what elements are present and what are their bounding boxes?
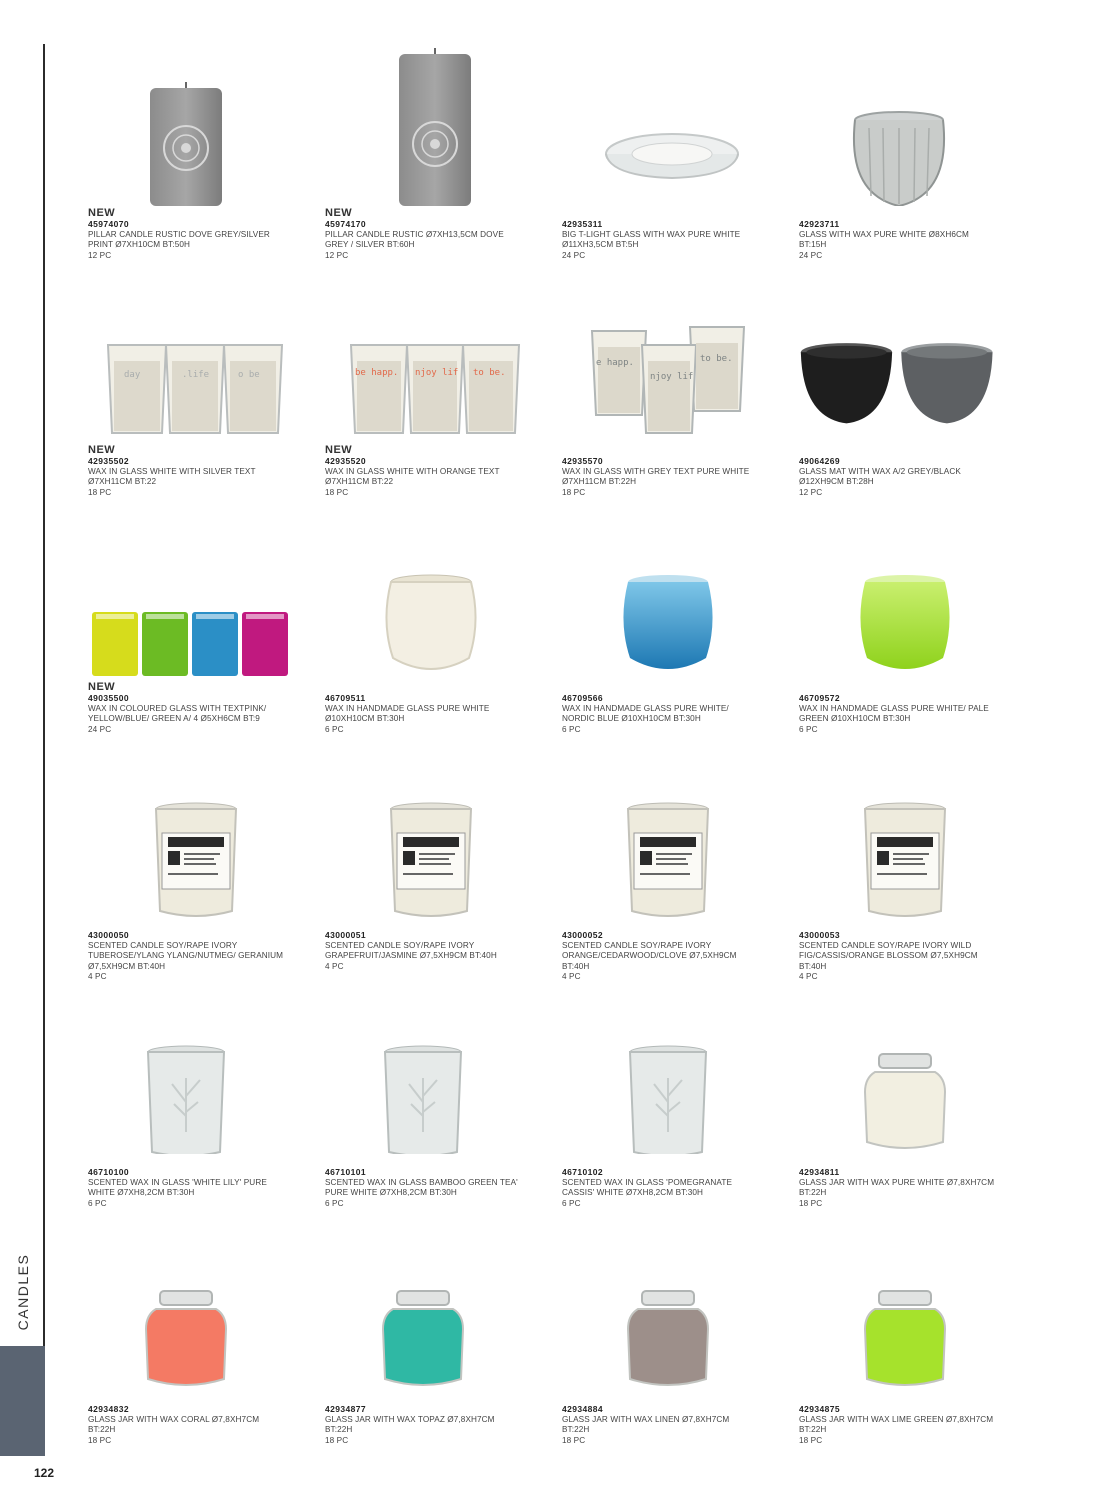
product-sku: 42934875 (799, 1404, 841, 1414)
product-caption (562, 456, 758, 498)
product-caption (88, 1167, 284, 1209)
product-description: WAX IN COLOURED GLASS WITH TEXTPINK/ YELLOW/BLUE/ GREEN A/ 4 Ø5XH6CM BT:9 (88, 703, 267, 723)
product-image (88, 1229, 298, 1391)
product-caption (88, 444, 284, 498)
product-sku: 43000052 (562, 930, 604, 940)
product-row (88, 281, 1038, 518)
product-sku: 42935570 (562, 456, 604, 466)
product-cell (88, 281, 308, 518)
product-quantity: 6 PC (88, 1198, 107, 1208)
svg-text:e happ.: e happ. (596, 358, 634, 368)
page-number: 122 (34, 1466, 55, 1480)
product-caption (325, 930, 521, 972)
product-caption (88, 1404, 284, 1446)
product-image (325, 992, 535, 1154)
product-description: SCENTED CANDLE SOY/RAPE IVORY ORANGE/CEDARWOOD/CLOVE Ø7,5XH9CM BT:40H (562, 940, 737, 971)
product-cell (562, 44, 782, 281)
product-cell (88, 518, 308, 755)
product-sku: 42934877 (325, 1404, 367, 1414)
product-description: WAX IN GLASS WHITE WITH SILVER TEXT Ø7XH11CM BT:22 (88, 466, 256, 486)
product-quantity: 12 PC (325, 250, 349, 260)
product-description: SCENTED CANDLE SOY/RAPE IVORY TUBEROSE/YLANG YLANG/NUTMEG/ GERANIUM Ø7,5XH9CM BT:40H (88, 940, 284, 971)
product-caption (325, 444, 521, 498)
product-description: GLASS WITH WAX PURE WHITE Ø8XH6CM BT:15H (799, 229, 969, 249)
new-badge: NEW (88, 681, 116, 693)
svg-text:njoy lif: njoy lif (650, 372, 694, 382)
product-image (562, 755, 772, 917)
product-sku: 42934832 (88, 1404, 130, 1414)
product-caption (88, 207, 284, 261)
product-caption (799, 1404, 995, 1446)
product-image (562, 1229, 772, 1391)
product-description: GLASS JAR WITH WAX TOPAZ Ø7,8XH7CM BT:22H (325, 1414, 495, 1434)
product-cell (88, 755, 308, 992)
product-image (799, 1229, 1009, 1391)
svg-text:njoy lif: njoy lif (415, 368, 459, 378)
product-quantity: 18 PC (562, 1435, 586, 1445)
product-caption (88, 930, 284, 983)
product-description: PILLAR CANDLE RUSTIC DOVE GREY/SILVER PRINT Ø7XH10CM BT:50H (88, 229, 270, 249)
product-cell (88, 44, 308, 281)
product-sku: 43000050 (88, 930, 130, 940)
product-cell (325, 44, 545, 281)
product-cell (562, 755, 782, 992)
margin-rule (43, 44, 45, 1346)
product-image (562, 992, 772, 1154)
product-cell (562, 518, 782, 755)
product-cell (562, 1229, 782, 1466)
new-badge: NEW (88, 444, 116, 456)
product-quantity: 6 PC (325, 1198, 344, 1208)
product-image (799, 281, 1009, 443)
product-image (325, 755, 535, 917)
product-cell (799, 518, 1019, 755)
product-description: BIG T-LIGHT GLASS WITH WAX PURE WHITE Ø11XH3,5CM BT:5H (562, 229, 741, 249)
product-caption (325, 207, 521, 261)
product-description: WAX IN HANDMADE GLASS PURE WHITE/ NORDIC BLUE Ø10XH10CM BT:30H (562, 703, 729, 723)
product-cell (799, 992, 1019, 1229)
product-grid (88, 44, 1038, 1466)
product-image (88, 992, 298, 1154)
product-image (799, 755, 1009, 917)
product-quantity: 4 PC (325, 961, 344, 971)
product-image (799, 992, 1009, 1154)
product-sku: 45974170 (325, 219, 367, 229)
product-quantity: 18 PC (799, 1198, 823, 1208)
product-image (88, 281, 298, 443)
product-sku: 45974070 (88, 219, 130, 229)
svg-text:.life: .life (182, 370, 210, 380)
product-sku: 42934811 (799, 1167, 840, 1177)
product-caption (799, 456, 995, 498)
product-description: GLASS JAR WITH WAX PURE WHITE Ø7,8XH7CM BT:22H (799, 1177, 995, 1197)
product-quantity: 6 PC (562, 724, 581, 734)
product-quantity: 4 PC (799, 972, 818, 981)
product-image (88, 755, 298, 917)
product-description: GLASS MAT WITH WAX A/2 GREY/BLACK Ø12XH9CM BT:28H (799, 466, 961, 486)
product-row (88, 518, 1038, 755)
product-description: SCENTED WAX IN GLASS BAMBOO GREEN TEA' PURE WHITE Ø7XH8,2CM BT:30H (325, 1177, 518, 1197)
product-caption (325, 1167, 521, 1209)
product-sku: 46709566 (562, 693, 604, 703)
product-image (325, 44, 535, 206)
product-sku: 46710101 (325, 1167, 367, 1177)
product-description: SCENTED CANDLE SOY/RAPE IVORY GRAPEFRUIT/JASMINE Ø7,5XH9CM BT:40H (325, 940, 497, 960)
product-quantity: 24 PC (562, 250, 586, 260)
product-description: GLASS JAR WITH WAX CORAL Ø7,8XH7CM BT:22H (88, 1414, 260, 1434)
new-badge: NEW (325, 444, 353, 456)
section-label: CANDLES (14, 1253, 31, 1331)
product-quantity: 18 PC (325, 487, 349, 497)
product-cell (799, 281, 1019, 518)
product-image (562, 281, 772, 443)
product-image (799, 44, 1009, 206)
svg-text:to be.: to be. (700, 354, 733, 364)
product-sku: 49064269 (799, 456, 841, 466)
product-cell (325, 755, 545, 992)
product-sku: 42935311 (562, 219, 603, 229)
product-sku: 46710100 (88, 1167, 130, 1177)
product-image (799, 518, 1009, 680)
product-caption (325, 693, 521, 735)
product-image (325, 1229, 535, 1391)
product-row (88, 44, 1038, 281)
product-sku: 46709511 (325, 693, 366, 703)
product-sku: 46709572 (799, 693, 841, 703)
product-sku: 42935520 (325, 456, 367, 466)
product-image (562, 518, 772, 680)
product-row (88, 992, 1038, 1229)
product-caption (799, 930, 995, 983)
section-tab (0, 1346, 45, 1456)
product-caption (799, 219, 995, 261)
product-sku: 43000051 (325, 930, 367, 940)
product-cell (88, 1229, 308, 1466)
product-caption (562, 930, 758, 983)
product-cell (799, 1229, 1019, 1466)
product-description: WAX IN HANDMADE GLASS PURE WHITE/ PALE GREEN Ø10XH10CM BT:30H (799, 703, 989, 723)
product-caption (562, 693, 758, 735)
product-caption (562, 1167, 758, 1209)
product-quantity: 18 PC (325, 1435, 349, 1445)
product-quantity: 24 PC (88, 724, 112, 734)
product-caption (799, 1167, 995, 1209)
product-quantity: 18 PC (799, 1435, 823, 1445)
product-sku: 42934884 (562, 1404, 604, 1414)
product-image (88, 518, 298, 680)
product-description: SCENTED WAX IN GLASS 'WHITE LILY' PURE WHITE Ø7XH8,2CM BT:30H (88, 1177, 267, 1197)
product-sku: 42935502 (88, 456, 130, 466)
product-sku: 49035500 (88, 693, 130, 703)
product-cell (325, 281, 545, 518)
svg-text:to be.: to be. (473, 368, 506, 378)
product-cell (325, 518, 545, 755)
product-sku: 46710102 (562, 1167, 604, 1177)
product-row (88, 755, 1038, 992)
product-sku: 43000053 (799, 930, 841, 940)
product-quantity: 18 PC (562, 487, 586, 497)
product-caption (325, 1404, 521, 1446)
product-cell (562, 992, 782, 1229)
product-description: GLASS JAR WITH WAX LIME GREEN Ø7,8XH7CM BT:22H (799, 1414, 994, 1434)
product-image (325, 518, 535, 680)
product-quantity: 6 PC (325, 724, 344, 734)
product-description: SCENTED CANDLE SOY/RAPE IVORY WILD FIG/CASSIS/ORANGE BLOSSOM Ø7,5XH9CM BT:40H (799, 940, 978, 971)
product-cell (325, 1229, 545, 1466)
product-image (88, 44, 298, 206)
product-quantity: 18 PC (88, 1435, 112, 1445)
product-image (562, 44, 772, 206)
product-cell (799, 44, 1019, 281)
product-quantity: 12 PC (799, 487, 823, 497)
product-description: GLASS JAR WITH WAX LINEN Ø7,8XH7CM BT:22H (562, 1414, 730, 1434)
product-caption (799, 693, 995, 735)
product-quantity: 12 PC (88, 250, 112, 260)
product-description: WAX IN GLASS WHITE WITH ORANGE TEXT Ø7XH11CM BT:22 (325, 466, 500, 486)
product-quantity: 24 PC (799, 250, 823, 260)
product-caption (562, 219, 758, 261)
product-quantity: 4 PC (88, 972, 107, 981)
product-quantity: 6 PC (562, 1198, 581, 1208)
product-caption (562, 1404, 758, 1446)
product-quantity: 6 PC (799, 724, 818, 734)
product-cell (562, 281, 782, 518)
product-row (88, 1229, 1038, 1466)
product-cell (325, 992, 545, 1229)
product-description: PILLAR CANDLE RUSTIC Ø7XH13,5CM DOVE GREY / SILVER BT:60H (325, 229, 504, 249)
product-sku: 42923711 (799, 219, 840, 229)
product-caption (88, 681, 284, 735)
svg-text:o be: o be (238, 370, 260, 380)
svg-text:day: day (124, 370, 141, 380)
product-cell (88, 992, 308, 1229)
svg-text:be happ.: be happ. (355, 368, 399, 378)
new-badge: NEW (88, 207, 116, 219)
product-quantity: 4 PC (562, 972, 581, 981)
product-image (325, 281, 535, 443)
new-badge: NEW (325, 207, 353, 219)
product-quantity: 18 PC (88, 487, 112, 497)
product-description: WAX IN GLASS WITH GREY TEXT PURE WHITE Ø7XH11CM BT:22H (562, 466, 750, 486)
product-description: SCENTED WAX IN GLASS 'POMEGRANATE CASSIS' WHITE Ø7XH8,2CM BT:30H (562, 1177, 733, 1197)
product-description: WAX IN HANDMADE GLASS PURE WHITE Ø10XH10CM BT:30H (325, 703, 490, 723)
product-cell (799, 755, 1019, 992)
